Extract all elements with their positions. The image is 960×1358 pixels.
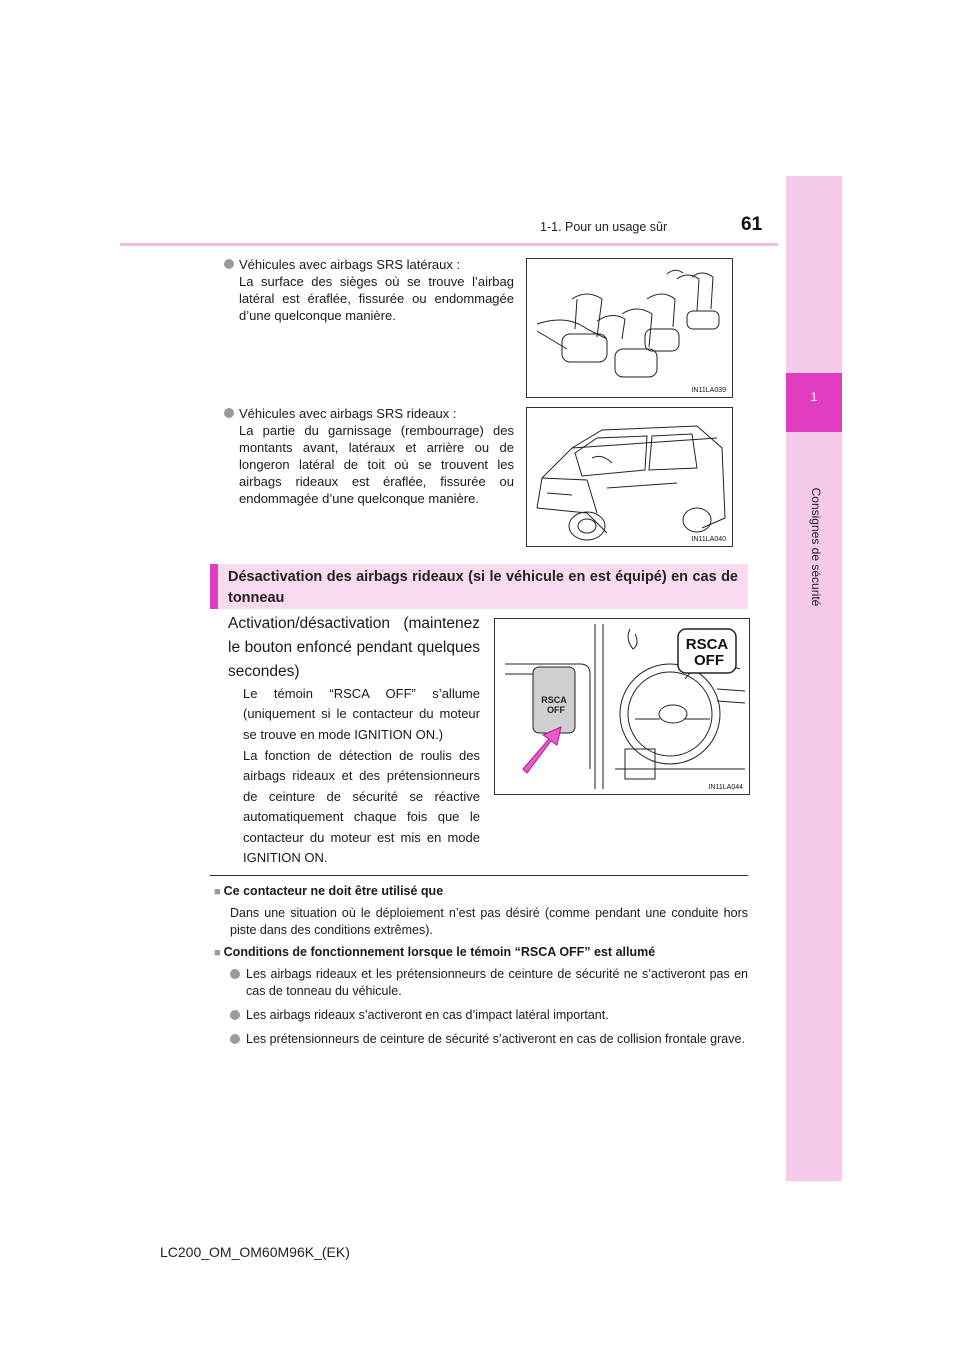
figure-code: IN11LA039 (691, 387, 726, 394)
footer-document-code: LC200_OM_OM60M96K_(EK) (160, 1244, 350, 1260)
note-bullet: Les prétensionneurs de ceinture de sécurité s’activeront en cas de collision frontale grave. (230, 1031, 748, 1048)
bullet-side-airbags (224, 256, 514, 324)
figure-code: IN11LA044 (708, 784, 743, 791)
bullet-heading: Véhicules avec airbags SRS rideaux : (224, 405, 514, 422)
roll-detection-text: La fonction de détection de roulis des airbags rideaux et des prétensionneurs de ceinture de sécurité se réactive automatiquement chaque fois que le contacteur du moteur est mis en mode IGNITION ON. (243, 748, 480, 866)
header-section-title: 1-1. Pour un usage sûr (540, 220, 668, 234)
off-button-label: OFF (547, 705, 565, 715)
page-number: 61 (741, 214, 763, 235)
rsca-button-label: RSCA (541, 695, 567, 705)
rsca-callout-label: RSCA (685, 636, 729, 653)
note-title-text: Conditions de fonctionnement lorsque le témoin “RSCA OFF” est allumé (223, 945, 656, 959)
figure-code: IN11LA040 (691, 536, 726, 543)
note-bullet: Les airbags rideaux et les prétensionneurs de ceinture de sécurité ne s’activeront pas en cas de tonneau du véhicule. (230, 966, 748, 1000)
note-title-text: Ce contacteur ne doit être utilisé que (223, 884, 444, 898)
dashboard-drawing (495, 619, 749, 794)
note-title-usage (214, 884, 443, 898)
section-heading: Désactivation des airbags rideaux (si le véhicule en est équipé) en cas de tonneau (210, 564, 748, 609)
rsca-indicator-text: Le témoin “RSCA OFF” s’allume (uniquement si le contacteur du moteur se trouve en mode IGNITION ON.) (243, 686, 480, 742)
notes-divider (210, 875, 748, 876)
vehicle-drawing (527, 408, 732, 546)
bullet-body: La partie du garnissage (rembourrage) des montants avant, latéraux et arrière ou de longeron latéral de toit où se trouvent les airbags rideaux est éraflée, fissurée ou endommagée d’une quelconque manière. (239, 423, 514, 506)
note-text-usage: Dans une situation où le déploiement n’est pas désiré (comme pendant une conduite hors piste dans des conditions extrêmes). (230, 906, 748, 937)
off-callout-label: OFF (694, 652, 724, 669)
chapter-label: Consignes de sécurité (809, 487, 823, 607)
bullet-heading: Véhicules avec airbags SRS latéraux : (224, 256, 514, 273)
rsca-switch-illustration (494, 618, 750, 795)
bullet-curtain-airbags (224, 405, 514, 507)
side-tab-band (786, 176, 842, 1181)
bullet-body: La surface des sièges où se trouve l’airbag latéral est éraflée, fissurée ou endommagée d’une quelconque manière. (239, 274, 514, 323)
vehicle-illustration (526, 407, 733, 547)
seats-drawing (527, 259, 732, 397)
note-bullet: Les airbags rideaux s’activeront en cas d’impact latéral important. (230, 1007, 748, 1024)
note-title-conditions (214, 945, 655, 959)
activation-title: Activation/désactivation (maintenez le bouton enfoncé pendant quelques secondes) (228, 615, 480, 680)
note-bullets (230, 966, 748, 1048)
header-rule (120, 243, 778, 246)
chapter-number: 1 (810, 390, 818, 404)
seats-illustration (526, 258, 733, 398)
